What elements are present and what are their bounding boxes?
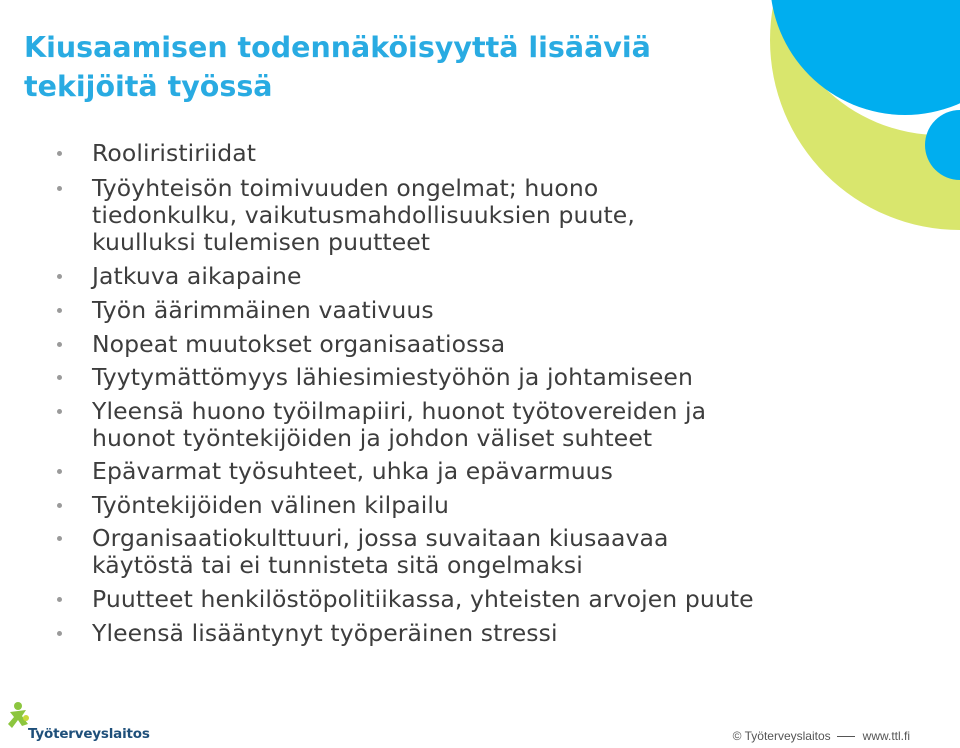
footer-url[interactable]: www.ttl.fi — [862, 729, 910, 743]
bullet-dot-icon — [57, 409, 62, 414]
bullet-dot-icon — [57, 631, 62, 636]
bullet-item: Tyytymättömyys lähiesimiestyöhön ja johtamiseen — [57, 364, 902, 391]
bullet-item: Puutteet henkilöstöpolitiikassa, yhteisten arvojen puute — [57, 586, 902, 613]
bullet-dot-icon — [57, 186, 62, 191]
bullet-item: Nopeat muutokset organisaatiossa — [57, 331, 902, 358]
title-line-1: Kiusaamisen todennäköisyyttä lisääviä — [24, 31, 651, 64]
bullet-item: Työyhteisön toimivuuden ongelmat; huono tiedonkulku, vaikutusmahdollisuuksien puute, kuulluksi tulemisen puutteet — [57, 175, 902, 256]
slide-title — [24, 28, 824, 106]
bullet-item: Työn äärimmäinen vaativuus — [57, 297, 902, 324]
bullet-item: Epävarmat työsuhteet, uhka ja epävarmuus — [57, 458, 902, 485]
bullet-dot-icon — [57, 469, 62, 474]
bullet-dot-icon — [57, 536, 62, 541]
footer-copyright: © Työterveyslaitos — [732, 729, 831, 743]
bullet-dot-icon — [57, 503, 62, 508]
bullet-item: Organisaatiokulttuuri, jossa suvaitaan kiusaavaa käytöstä tai ei tunnisteta sitä ongelmaksi — [57, 525, 902, 579]
title-line-2: tekijöitä työssä — [24, 70, 273, 103]
bullet-dot-icon — [57, 342, 62, 347]
logo-text: Työterveyslaitos — [28, 726, 150, 742]
bullet-dot-icon — [57, 308, 62, 313]
bullet-dot-icon — [57, 151, 62, 156]
bullet-item: Yleensä huono työilmapiiri, huonot työtovereiden ja huonot työntekijöiden ja johdon väliset suhteet — [57, 398, 902, 452]
bullet-dot-icon — [57, 375, 62, 380]
footer-separator — [837, 736, 855, 737]
bullet-item: Työntekijöiden välinen kilpailu — [57, 492, 902, 519]
footer — [733, 729, 910, 743]
bullet-dot-icon — [57, 597, 62, 602]
bullet-item: Rooliristiriidat — [57, 140, 902, 167]
bullet-dot-icon — [57, 274, 62, 279]
bullet-item: Jatkuva aikapaine — [57, 263, 902, 290]
bullet-item: Yleensä lisääntynyt työperäinen stressi — [57, 620, 902, 647]
